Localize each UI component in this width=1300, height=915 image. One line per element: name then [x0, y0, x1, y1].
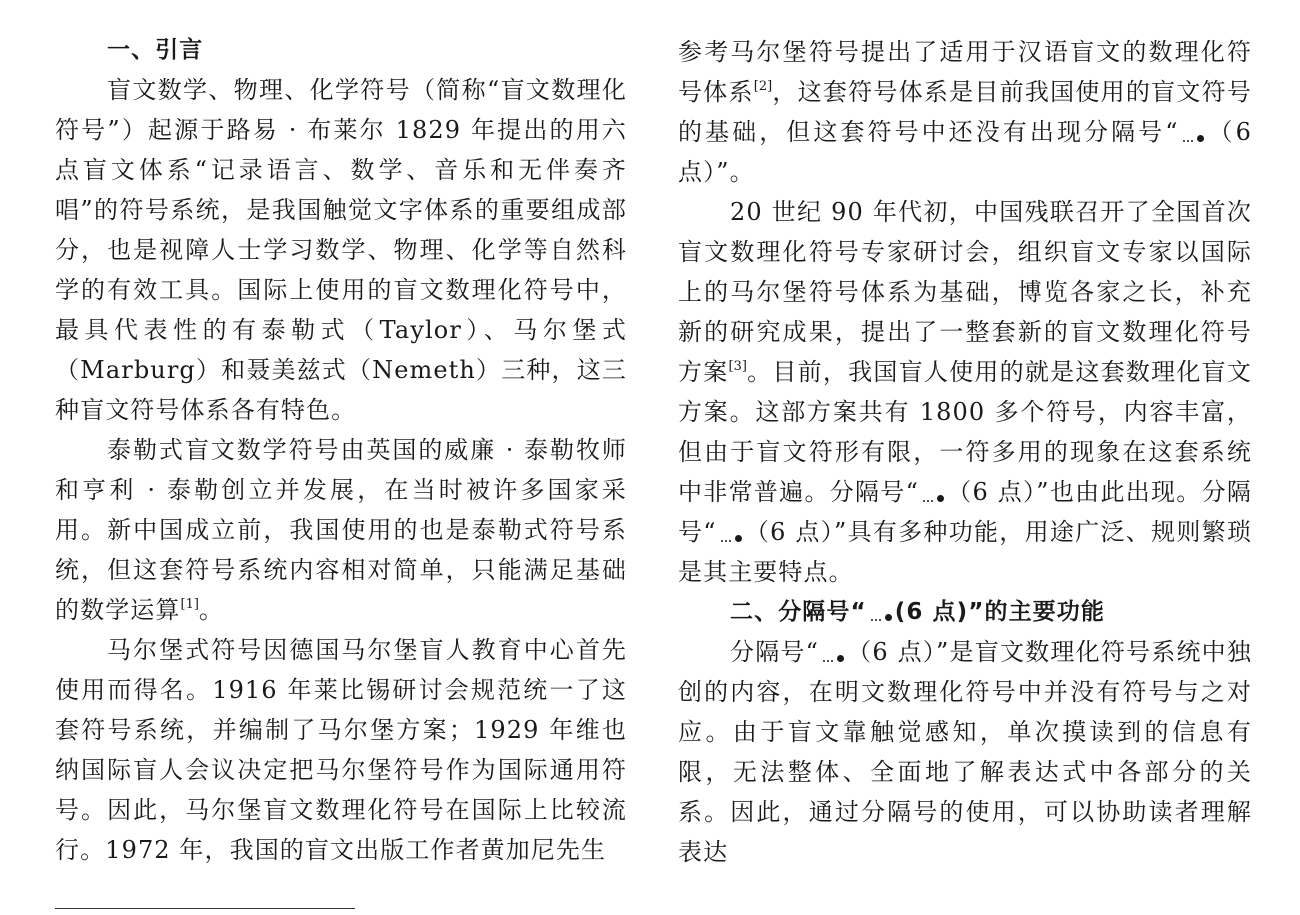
paragraph	[678, 32, 1252, 192]
paragraph-text: 分隔号“	[730, 638, 820, 666]
paragraph-text: （6 点）”具有多种功能，用途广泛、规则繁琐是其主要特点。	[678, 518, 1252, 586]
section-heading-functions	[678, 592, 1252, 632]
paragraph-text: 参考马尔堡符号提出了适用于汉语盲文的数理化符号体系	[678, 38, 1252, 106]
paragraph-text: 泰勒式盲文数学符号由英国的威廉 · 泰勒牧师和亨利 · 泰勒创立并发展，在当时被许多国家采用。新中国成立前，我国使用的也是泰勒式符号系统，但这套符号系统内容相对简单，只能满足基础的数学运算	[55, 436, 627, 624]
paragraph	[55, 430, 627, 630]
paragraph-text: （6 点）”也由此出现。分隔号“	[678, 478, 1252, 546]
braille-dot-6-icon	[823, 648, 845, 662]
braille-dot-6-icon	[1183, 128, 1205, 142]
citation-ref: [3]	[728, 359, 747, 374]
paragraph-text: （6 点）”。	[678, 118, 1252, 186]
paragraph-text: 。目前，我国盲人使用的就是这套数理化盲文方案。这部方案共有 1800 多个符号，内容丰富，但由于盲文符形有限，一符多用的现象在这套系统中非常普遍。分隔号“	[678, 358, 1253, 506]
paragraph	[678, 632, 1252, 872]
paragraph	[55, 70, 627, 430]
braille-dot-6-icon	[923, 488, 945, 502]
heading-text: 二、分隔号“	[730, 599, 867, 625]
paragraph-text: 20 世纪 90 年代初，中国残联召开了全国首次盲文数理化符号专家研讨会，组织盲文专家以国际上的马尔堡符号体系为基础，博览各家之长，补充新的研究成果，提出了一整套新的盲文数理化符号方案	[678, 198, 1252, 386]
paragraph	[678, 192, 1252, 592]
paragraph-text: 马尔堡式符号因德国马尔堡盲人教育中心首先使用而得名。1916 年莱比锡研讨会规范统一了这套符号系统，并编制了马尔堡方案；1929 年维也纳国际盲人会议决定把马尔堡符号作为国际通用符号。因此，马尔堡盲文数理化符号在国际上比较流行。1972 年，我国的盲文出版工作者黄加尼先生	[55, 636, 627, 864]
footnote-divider	[55, 908, 355, 909]
paragraph-text: 。	[198, 596, 225, 624]
paragraph-text: ，这套符号体系是目前我国使用的盲文符号的基础，但这套符号中还没有出现分隔号“	[678, 78, 1252, 146]
citation-ref: [1]	[180, 597, 199, 612]
section-heading-intro: 一、引言	[107, 37, 204, 63]
left-column	[55, 30, 627, 870]
citation-ref: [2]	[753, 79, 773, 94]
paragraph-text: （6 点）”是盲文数理化符号系统中独创的内容，在明文数理化符号中并没有符号与之对应。由于盲文靠触觉感知，单次摸读到的信息有限，无法整体、全面地了解表达式中各部分的关系。因此，通过分隔号的使用，可以协助读者理解表达	[678, 638, 1253, 866]
braille-dot-6-icon	[871, 607, 893, 621]
braille-dot-6-icon	[721, 528, 743, 542]
paragraph-text: 盲文数学、物理、化学符号（简称“盲文数理化符号”）起源于路易 · 布莱尔 1829 年提出的用六点盲文体系“记录语言、数学、音乐和无伴奏齐唱”的符号系统，是我国触觉文字体系的重要组成部分，也是视障人士学习数学、物理、化学等自然科学的有效工具。国际上使用的盲文数理化符号中，最具代表性的有泰勒式（Taylor）、马尔堡式（Marburg）和聂美兹式（Nemeth）三种，这三种盲文符号体系各有特色。	[55, 76, 627, 424]
right-column	[678, 32, 1252, 872]
heading-text: (6 点)”的主要功能	[894, 599, 1105, 625]
paragraph	[55, 630, 627, 870]
